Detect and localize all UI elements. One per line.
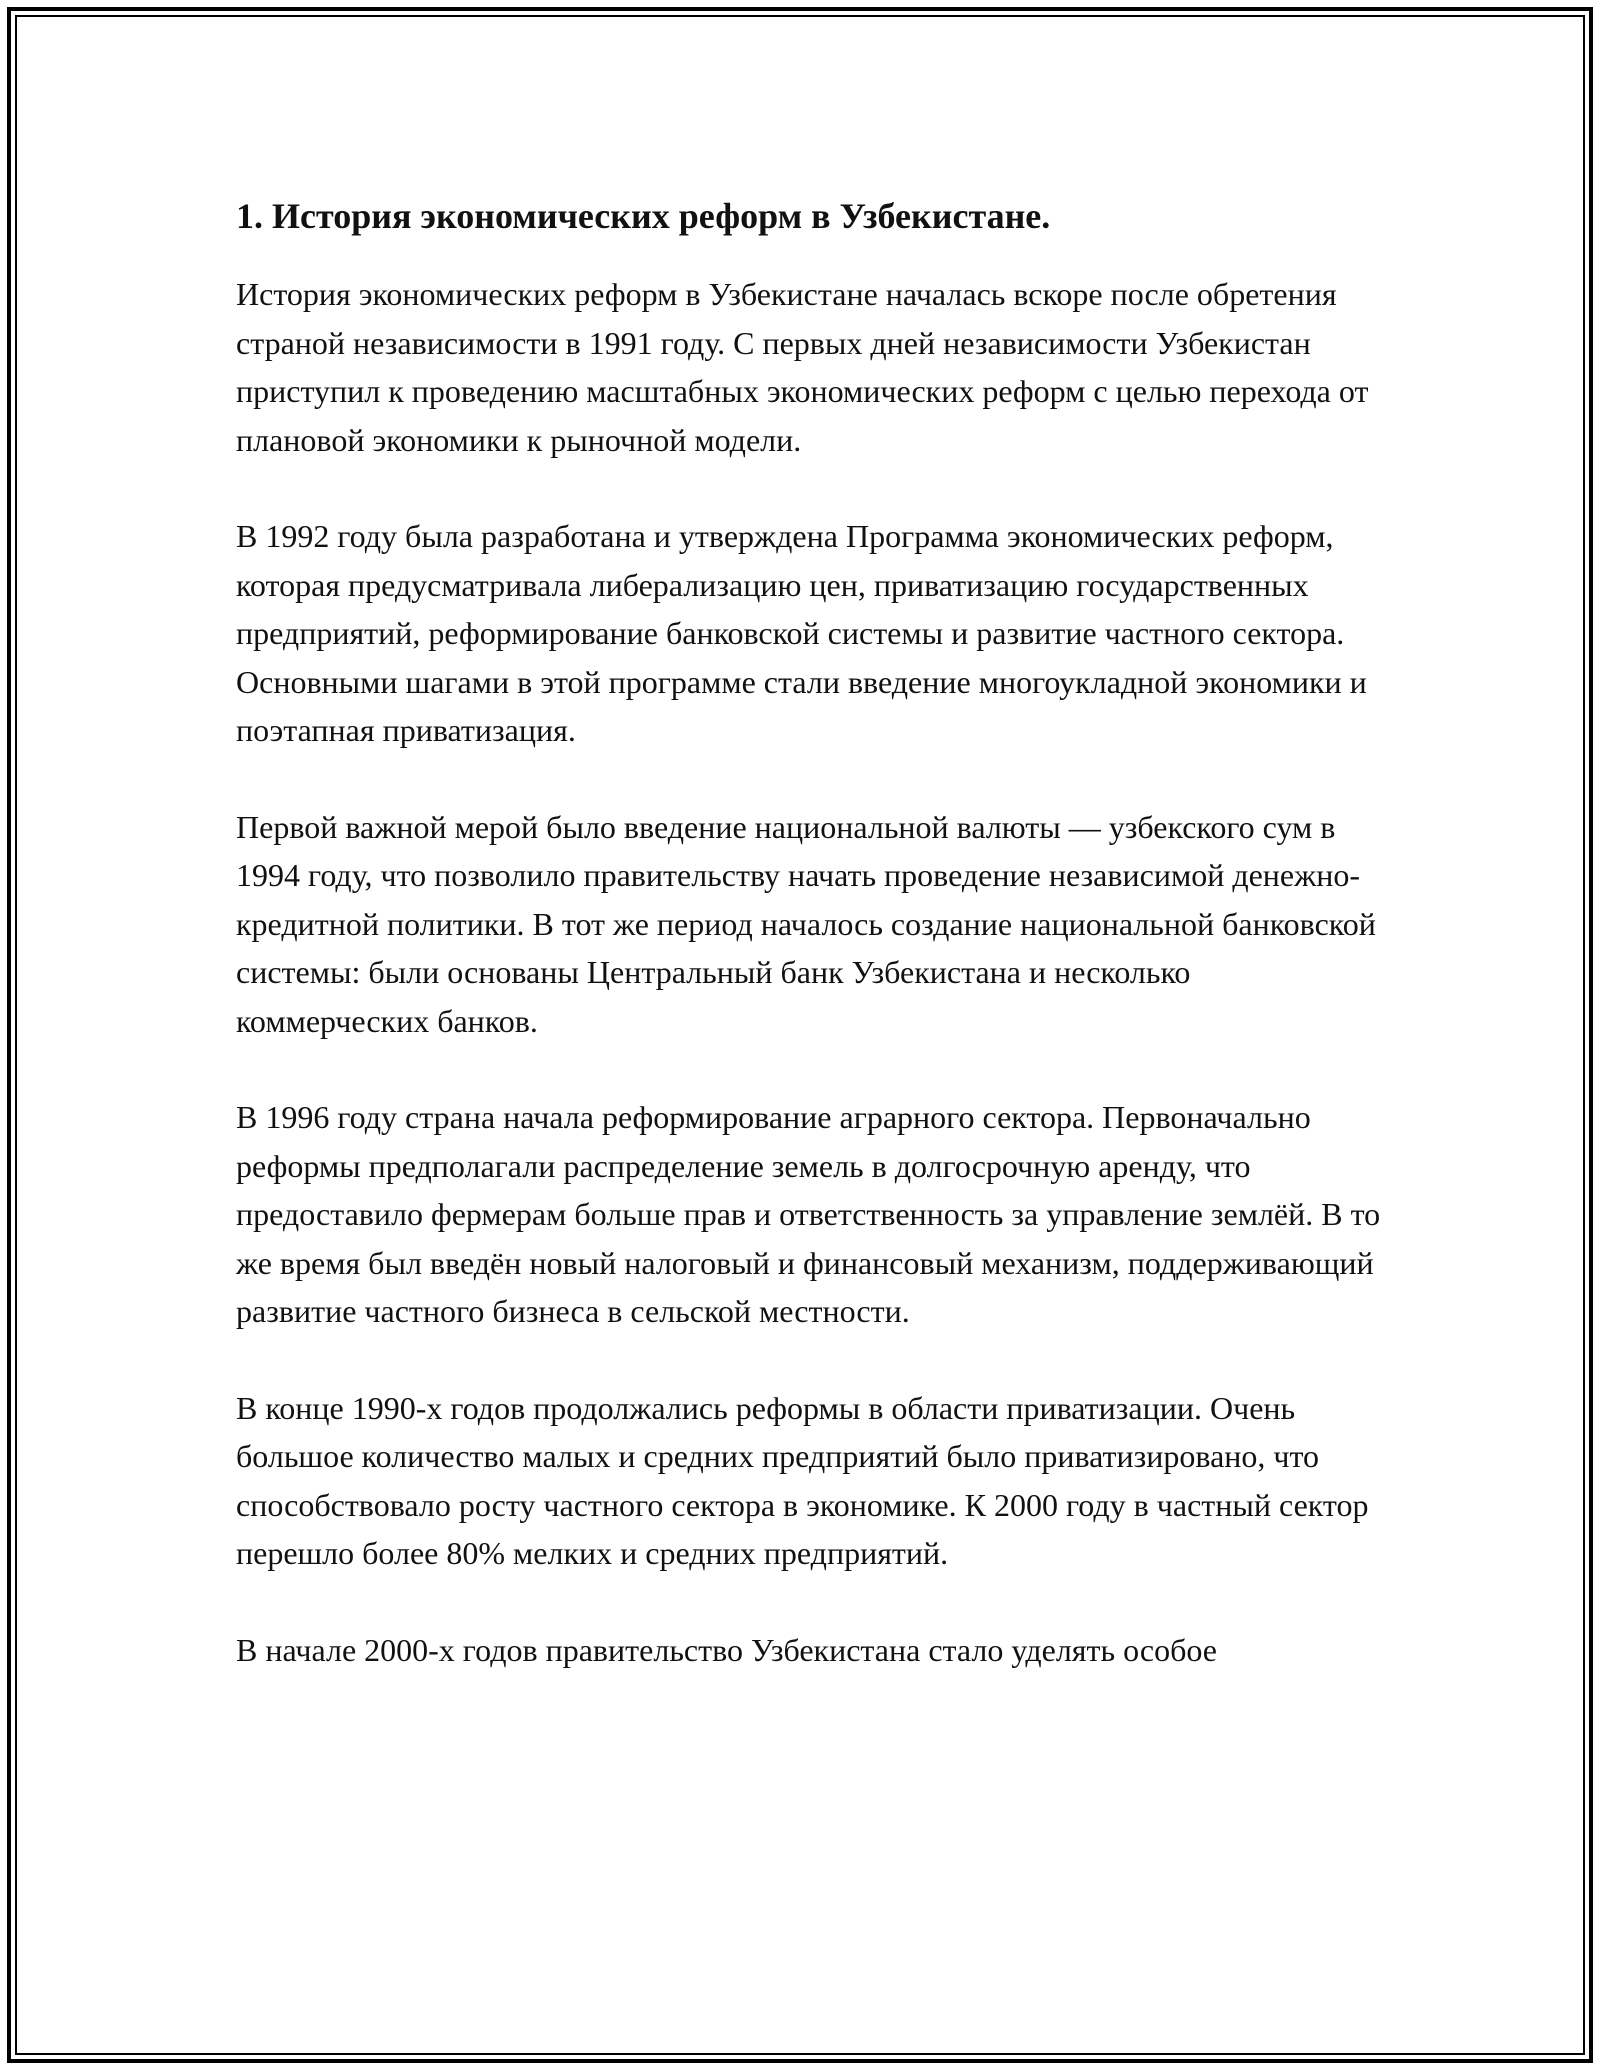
paragraph-1: История экономических реформ в Узбекистане началась вскоре после обретения страной независимости в 1991 году. С первых дней независимости Узбекистан приступил к проведению масштабных экономических реформ с целью перехода от плановой экономики к рыночной модели. (236, 276, 1369, 458)
paragraph-3: Первой важной мерой было введение национальной валюты — узбекского сум в 1994 году, что позволило правительству начать проведение независимой денежно-кредитной политики. В тот же период началось создание национальной банковской системы: были основаны Центральный банк Узбекистана и несколько коммерческих банков. (236, 808, 1376, 1039)
paragraph-4: В 1996 году страна начала реформирование аграрного сектора. Первоначально реформы предполагали распределение земель в долгосрочную аренду, что предоставило фермерам больше прав и ответственность за управление землёй. В то же время был введён новый налоговый и финансовый механизм, поддерживающий развитие частного бизнеса в сельской местности. (236, 1099, 1381, 1329)
document-body (236, 190, 1386, 1722)
section-heading: 1. История экономических реформ в Узбекистане. (236, 196, 1051, 236)
paragraph-5: В конце 1990-х годов продолжались реформы в области приватизации. Очень большое количество малых и средних предприятий было приватизировано, что способствовало росту частного сектора в экономике. К 2000 году в частный сектор перешло более 80% мелких и средних предприятий. (236, 1389, 1369, 1571)
paragraph-6: В начале 2000-х годов правительство Узбекистана стало уделять особое (236, 1631, 1217, 1668)
paragraph-2: В 1992 году была разработана и утверждена Программа экономических реформ, которая предусматривала либерализацию цен, приватизацию государственных предприятий, реформирование банковской системы и развитие частного сектора. Основными шагами в этой программе стали введение многоукладной экономики и поэтапная приватизация. (236, 518, 1367, 748)
